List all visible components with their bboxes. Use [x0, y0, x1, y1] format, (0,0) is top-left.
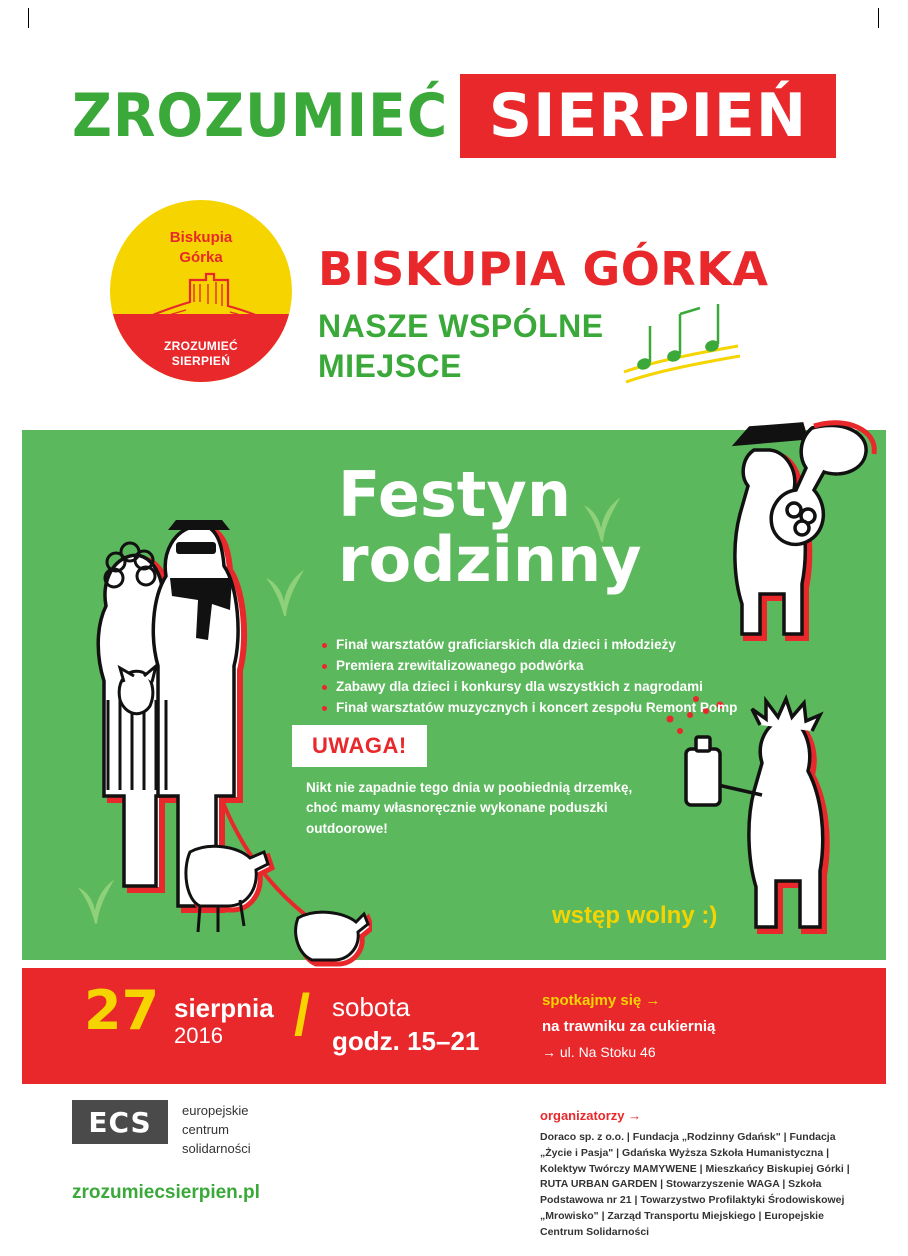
poster-title-bar	[72, 74, 836, 158]
logo-subtitle	[110, 339, 292, 370]
event-title-line1: Festyn	[338, 458, 571, 531]
ecs-logo-text: ECS	[88, 1105, 152, 1139]
notice-text: Nikt nie zapadnie tego dnia w poobiednią drzemkę, choć mamy własnoręcznie wykonane poduszki outdoorowe!	[306, 780, 633, 836]
headline-sub-line2: MIEJSCE	[318, 348, 462, 384]
crop-mark-top-right	[878, 8, 879, 28]
title-green-word: ZROZUMIEĆ	[72, 81, 449, 151]
logo-name-line1: Biskupia	[169, 229, 233, 246]
date-separator: /	[294, 983, 311, 1048]
ecs-name	[182, 1102, 251, 1159]
ecs-logo	[72, 1100, 168, 1144]
logo-sub-line2: SIERPIEŃ	[171, 354, 231, 369]
headline-block	[318, 242, 858, 386]
list-item: Zabawy dla dzieci i konkursy dla wszystkich z nagrodami	[322, 677, 792, 698]
logo-name-line2: Górka	[179, 248, 223, 266]
ecs-name-line3: solidarności	[182, 1140, 251, 1156]
date-hours: godz. 15–21	[332, 1026, 480, 1056]
website-url[interactable]: zrozumiecsierpien.pl	[72, 1182, 260, 1203]
event-panel	[22, 430, 886, 960]
biskupia-gorka-logo	[110, 200, 292, 382]
list-item: Finał warsztatów graficiarskich dla dzieci i młodzieży	[322, 635, 792, 656]
crop-mark-top-left	[28, 8, 29, 28]
organizers-label: organizatorzy →	[540, 1108, 642, 1123]
list-item: Finał warsztatów muzycznych i koncert zespołu Remont Pomp	[322, 698, 792, 719]
event-title	[338, 458, 758, 597]
meeting-line-3: → ul. Na Stoku 46	[542, 1044, 656, 1060]
notice-label: UWAGA!	[312, 733, 407, 758]
event-title-line2: rodzinny	[338, 523, 642, 597]
headline-sub-line1: NASZE WSPÓLNE	[318, 308, 604, 344]
date-weekday: sobota	[332, 992, 411, 1022]
free-entry-text: wstęp wolny :)	[552, 902, 718, 929]
date-year: 2016	[174, 1023, 223, 1048]
hill-fortress-icon	[110, 260, 292, 340]
ecs-name-line2: centrum	[182, 1121, 229, 1137]
music-notes-icon	[622, 300, 742, 400]
meeting-line-2: na trawniku za cukiernią	[542, 1018, 716, 1035]
title-red-box	[460, 74, 836, 158]
date-day: 27	[84, 979, 160, 1042]
title-red-word: SIERPIEŃ	[488, 81, 808, 151]
list-item: Premiera zrewitalizowanego podwórka	[322, 656, 792, 677]
headline-main: BISKUPIA GÓRKA	[318, 242, 769, 296]
event-bullets	[322, 635, 792, 719]
date-month: sierpnia	[174, 993, 274, 1023]
ecs-name-line1: europejskie	[182, 1103, 249, 1118]
headline-sub	[318, 306, 858, 386]
organizers-list: Doraco sp. z o.o. | Fundacja „Rodzinny Gdańsk" | Fundacja „Życie i Pasja" | Gdańska Wyższa Szkoła Humanistyczna | Kolektyw Twórczy MAMYWENE | Mieszkańcy Biskupiej Górki | RUTA URBAN GARDEN | Stowarzyszenie WAGA | Szkoła Podstawowa nr 21 | Towarzystwo Profilaktyki Środowiskowej „Mrowisko" | Zarząd Transportu Miejskiego | Europejskie Centrum Solidarności	[540, 1131, 850, 1238]
notice-badge	[292, 725, 427, 767]
logo-sub-line1: ZROZUMIEĆ	[163, 338, 239, 353]
couple-illustration	[72, 470, 372, 970]
meeting-line-1: spotkajmy się →	[542, 992, 661, 1009]
date-bar	[22, 968, 886, 1084]
